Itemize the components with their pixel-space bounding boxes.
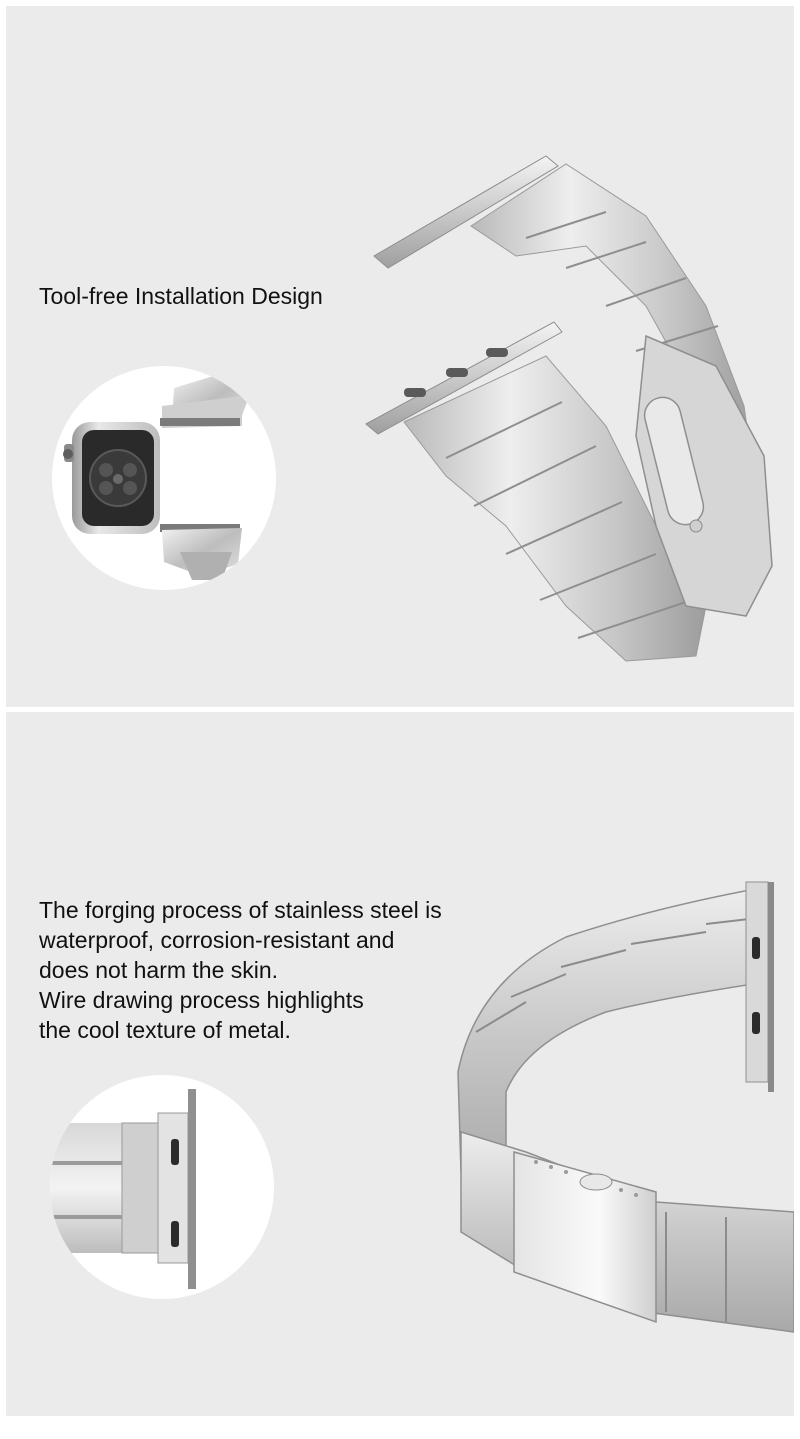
band-clasp-closeup-image [6,712,794,1416]
material-caption-line: does not harm the skin. [39,957,279,983]
material-caption-line: waterproof, corrosion-resistant and [39,927,395,953]
band-connector-edge [768,882,774,1092]
release-button [404,388,426,397]
installation-caption: Tool-free Installation Design [39,283,323,309]
material-caption-line: The forging process of stainless steel is [39,897,442,923]
arched-band [458,887,766,1182]
clasp-rivet [690,520,702,532]
release-button [752,1012,760,1034]
release-button [446,368,468,377]
material-caption-line: the cool texture of metal. [39,1017,291,1043]
band-connector [746,882,768,1082]
release-button [486,348,508,357]
release-button [752,937,760,959]
material-panel [6,712,794,1416]
clasp-latch [580,1174,612,1190]
steel-band-image [6,6,794,707]
installation-panel [6,6,794,707]
material-caption-line: Wire drawing process highlights [39,987,364,1013]
